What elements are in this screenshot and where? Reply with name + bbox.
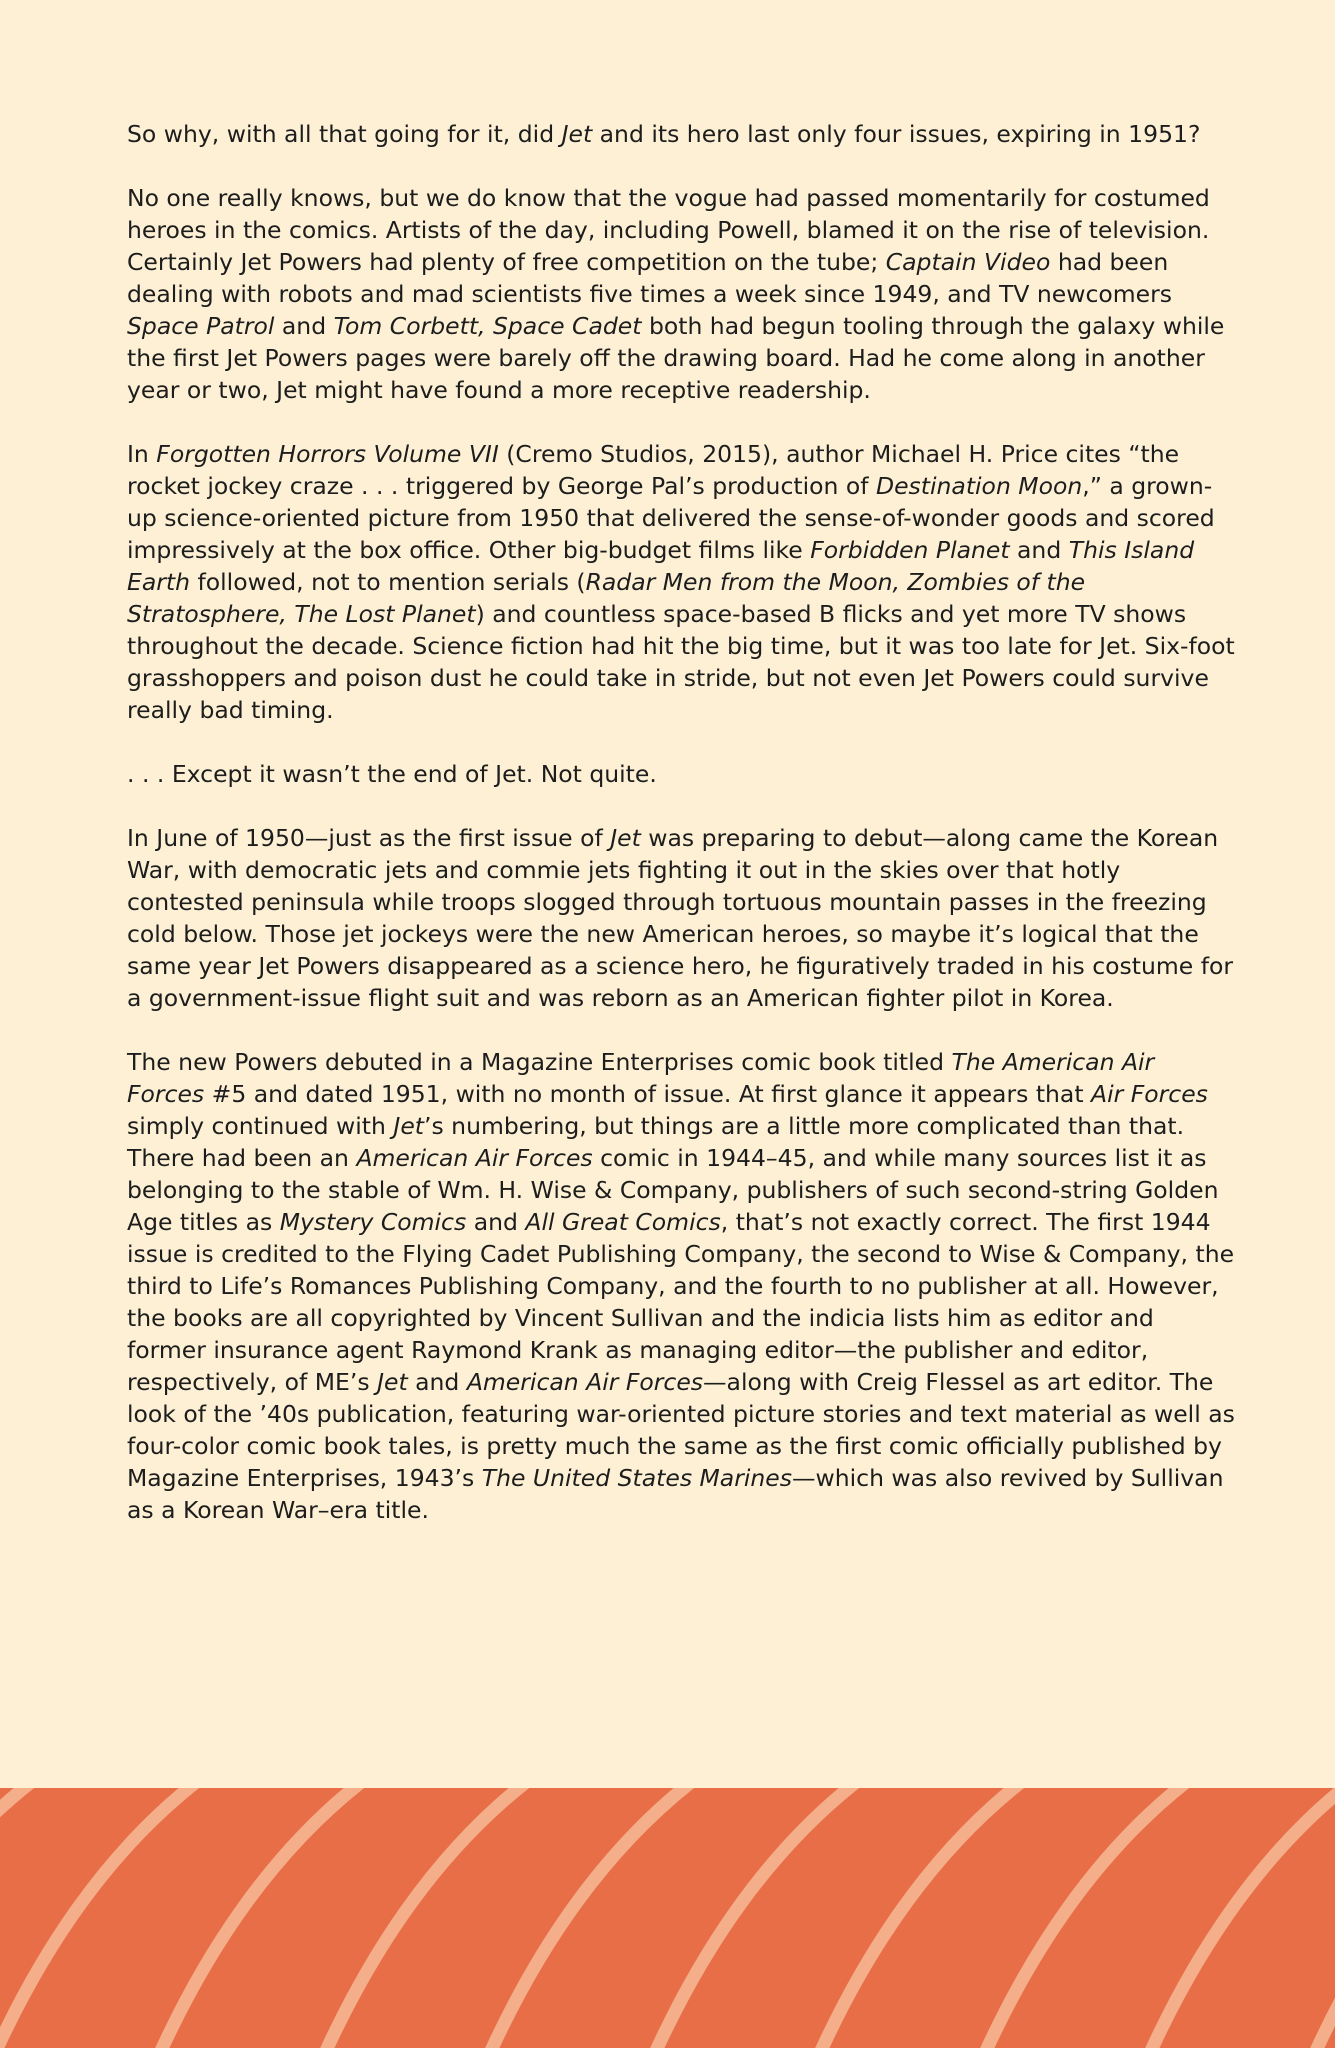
paragraph-text: and its hero last only four issues, expiring in 1951? bbox=[592, 120, 1201, 148]
stripe bbox=[1315, 1788, 1335, 2048]
italic-title-text: The United States Marines bbox=[481, 1464, 792, 1492]
italic-title-text: This Island Earth bbox=[127, 536, 1195, 596]
stripe bbox=[985, 1788, 1185, 2048]
stripe bbox=[820, 1788, 1020, 2048]
stripe bbox=[160, 1788, 360, 2048]
paragraph bbox=[127, 758, 1237, 790]
italic-title-text: Forgotten Horrors Volume VII bbox=[156, 440, 499, 468]
paragraph-text: comic in 1944–45, and while many sources list it as belonging to the stable of Wm. H. Wise & Company, publishers of such second-string Golden Age titles as bbox=[127, 1144, 1219, 1236]
stripe bbox=[655, 1788, 855, 2048]
paragraph bbox=[127, 438, 1237, 726]
italic-title-text: Destination Moon bbox=[875, 472, 1083, 500]
paragraph-text: was preparing to debut—along came the Korean War, with democratic jets and commie jets fighting it out in the skies over that hotly contested peninsula while troops slogged through tortuous mountain passes in the freezing cold below. Those jet jockeys were the new American heroes, so maybe it’s logical that the same year Jet Powers disappeared as a science hero, he figuratively traded in his costume for a government-issue flight suit and was reborn as an American fighter pilot in Korea. bbox=[127, 824, 1234, 1012]
italic-title-text: American Air Forces bbox=[466, 1368, 704, 1396]
italic-title-text: American Air Forces bbox=[356, 1144, 593, 1172]
paragraph bbox=[127, 182, 1237, 406]
italic-title-text: Jet bbox=[377, 1368, 408, 1396]
italic-title-text: Jet bbox=[610, 824, 641, 852]
paragraph-text: No one really knows, but we do know that the vogue had passed momentarily for costumed heroes in the comics. Artists of the day, including Powell, blamed it on the rise of television. Certainly Jet Powers had plenty of free competition on the tube; bbox=[127, 184, 1210, 276]
paragraph-text: and bbox=[407, 1368, 467, 1396]
italic-title-text: Space Patrol bbox=[127, 312, 275, 340]
italic-title-text: Captain Video bbox=[885, 248, 1051, 276]
italic-title-text: Forbidden Planet bbox=[810, 536, 1010, 564]
paragraph-text: —along with Creig Flessel as art editor. The look of the ’40s publication, featuring war-oriented picture stories and text material as well as four-color comic book tales, is pretty much the same as the first comic officially published by Magazine Enterprises, 1943’s bbox=[127, 1368, 1235, 1492]
paragraph-text: So why, with all that going for it, did bbox=[127, 120, 562, 148]
paragraph-text: and bbox=[1009, 536, 1069, 564]
stripe bbox=[490, 1788, 690, 2048]
paragraph-text: In June of 1950—just as the first issue of bbox=[127, 824, 611, 852]
stripe bbox=[0, 1788, 195, 2048]
decorative-stripe-band bbox=[0, 1788, 1335, 2048]
paragraph-text: simply continued with bbox=[127, 1112, 394, 1140]
paragraph-text: . . . Except it wasn’t the end of Jet. Not quite. bbox=[127, 760, 657, 788]
stripe bbox=[325, 1788, 525, 2048]
paragraph-text: (Cremo Studios, 2015), author Michael H. Price cites “the rocket jockey craze . . . triggered by George Pal’s production of bbox=[127, 440, 1180, 500]
italic-title-text: The American Air Forces bbox=[127, 1048, 1155, 1108]
stripe bbox=[1150, 1788, 1335, 2048]
italic-title-text: Radar Men from the Moon, Zombies of the Stratosphere, The Lost Planet bbox=[127, 568, 1086, 628]
paragraph-text: had been dealing with robots and mad scientists five times a week since 1949, and TV newcomers bbox=[127, 248, 1173, 308]
article-body bbox=[127, 118, 1237, 1558]
paragraph-text: both had begun tooling through the galaxy while the first Jet Powers pages were barely off the drawing board. Had he come along in another year or two, Jet might have found a more receptive readership. bbox=[127, 312, 1225, 404]
paragraph-text: In bbox=[127, 440, 157, 468]
paragraph-text: ,” a grown-up science-oriented picture from 1950 that delivered the sense-of-wonder goods and scored impressively at the box office. Other big-budget films like bbox=[127, 472, 1215, 564]
paragraph bbox=[127, 118, 1237, 150]
paragraph-text: The new Powers debuted in a Magazine Enterprises comic book titled bbox=[127, 1048, 952, 1076]
italic-title-text: Air Forces bbox=[1091, 1080, 1208, 1108]
paragraph bbox=[127, 1046, 1237, 1526]
paragraph-text: followed, not to mention serials ( bbox=[190, 568, 586, 596]
italic-title-text: All Great Comics bbox=[525, 1208, 721, 1236]
paragraph-text: —which was also revived by Sullivan as a Korean War–era title. bbox=[127, 1464, 1224, 1524]
paragraph-text: #5 and dated 1951, with no month of issue. At first glance it appears that bbox=[204, 1080, 1092, 1108]
diagonal-stripes bbox=[0, 1788, 1335, 2048]
italic-title-text: Jet bbox=[393, 1112, 424, 1140]
paragraph-text: and bbox=[274, 312, 334, 340]
paragraph-text: , that’s not exactly correct. The first 1944 issue is credited to the Flying Cadet Publishing Company, the second to Wise & Company, the third to Life’s Romances Publishing Company, and the fourth to no publisher at all. However, the books are all copyrighted by Vincent Sullivan and the indicia lists him as editor and former insurance agent Raymond Krank as managing editor—the publisher and editor, respectively, of ME’s bbox=[127, 1208, 1235, 1396]
paragraph bbox=[127, 822, 1237, 1014]
italic-title-text: Mystery Comics bbox=[279, 1208, 467, 1236]
paragraph-text: ’s numbering, but things are a little more complicated than that. There had been an bbox=[127, 1112, 1185, 1172]
paragraph-text: ) and countless space-based B flicks and yet more TV shows throughout the decade. Science fiction had hit the big time, but it was too late for Jet. Six-foot grasshoppers and poison dust he could take in stride, but not even Jet Powers could survive really bad timing. bbox=[127, 600, 1235, 724]
paragraph-text: and bbox=[466, 1208, 526, 1236]
italic-title-text: Tom Corbett, Space Cadet bbox=[333, 312, 642, 340]
italic-title-text: Jet bbox=[561, 120, 593, 148]
